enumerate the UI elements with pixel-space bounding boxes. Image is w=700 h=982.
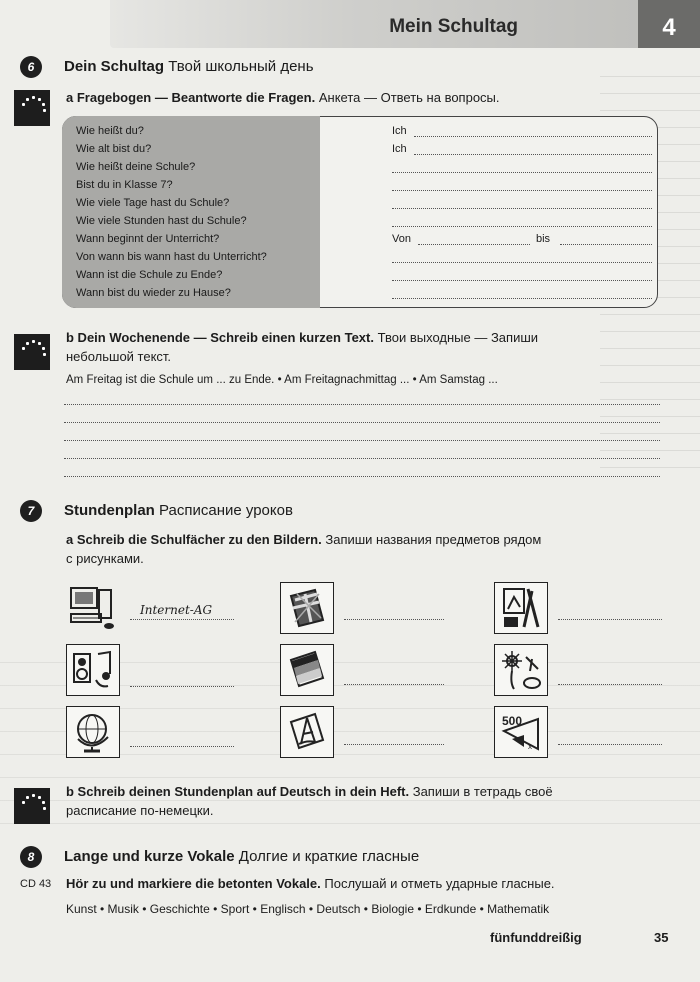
- question-3: Wie heißt deine Schule?: [76, 161, 196, 173]
- biology-picture: [494, 644, 548, 696]
- question-10: Wann bist du wieder zu Hause?: [76, 287, 231, 299]
- answer-8-line[interactable]: [392, 262, 652, 263]
- exercise-6-number: 6: [20, 56, 42, 78]
- answer-4-line[interactable]: [392, 190, 652, 191]
- subject-answer-line-6[interactable]: [344, 744, 444, 745]
- question-8: Von wann bis wann hast du Unterricht?: [76, 251, 267, 263]
- exercise-6b-title-ru-1: Твои выходные — Запиши: [377, 330, 539, 345]
- answer-2-line[interactable]: [414, 154, 652, 155]
- exercise-7b-title: [66, 784, 553, 799]
- subject-answer-line-2[interactable]: [130, 686, 234, 687]
- exercise-7-title-ru: Расписание уроков: [159, 502, 293, 519]
- exercise-7b-title-ru-1: Запиши в тетрадь своё: [412, 784, 553, 799]
- exercise-7a-title-cont: [66, 551, 144, 566]
- math-picture: [494, 706, 548, 758]
- cd-track-label: CD 43: [20, 878, 52, 890]
- exercise-6-title-ru: Твой школьный день: [168, 58, 314, 75]
- page-title: Mein Schultag: [389, 16, 518, 37]
- question-5: Wie viele Tage hast du Schule?: [76, 197, 230, 209]
- question-1: Wie heißt du?: [76, 125, 144, 137]
- page-number-word: fünfunddreißig: [490, 930, 582, 945]
- exercise-8-title-ru: Долгие и краткие гласные: [238, 848, 420, 865]
- chapter-tab: 4: [638, 0, 700, 48]
- writing-task-icon-b: [14, 334, 50, 370]
- page-number: 35: [654, 930, 669, 945]
- answer-10-line[interactable]: [392, 298, 652, 299]
- subject-answer-line-3[interactable]: [130, 746, 234, 747]
- answer-7-line-to[interactable]: [560, 244, 652, 245]
- exercise-7b-title-cont: [66, 803, 213, 818]
- exercise-7a-title-ru-2: с рисунками.: [66, 551, 144, 566]
- english-book-picture: [280, 582, 334, 634]
- exercise-6-title-de: Dein Schultag: [64, 58, 165, 75]
- exercise-6-title: [64, 58, 314, 75]
- exercise-7b-title-de: b Schreib deinen Stundenplan auf Deutsch in dein Heft.: [66, 784, 410, 799]
- exercise-8-task: [66, 876, 555, 891]
- exercise-7-number: 7: [20, 500, 42, 522]
- answer-7-von: Von: [392, 233, 411, 245]
- exercise-7b-title-ru-2: расписание по-немецки.: [66, 803, 214, 818]
- example-answer-internet-ag: Internet-AG: [140, 603, 213, 617]
- answer-2-ich: Ich: [392, 143, 407, 155]
- exercise-7-title-de: Stundenplan: [64, 502, 155, 519]
- writing-line-3[interactable]: [64, 440, 660, 441]
- page-header: [110, 0, 700, 48]
- answer-7-bis: bis: [536, 233, 551, 245]
- question-7: Wann beginnt der Unterricht?: [76, 233, 220, 245]
- exercise-7a-title-de: a Schreib die Schulfächer zu den Bildern.: [66, 532, 322, 547]
- writing-line-4[interactable]: [64, 458, 660, 459]
- answer-9-line[interactable]: [392, 280, 652, 281]
- question-2: Wie alt bist du?: [76, 143, 152, 155]
- answer-1-ich: Ich: [392, 125, 407, 137]
- subject-answer-line-9[interactable]: [558, 744, 662, 745]
- exercise-6b-prompt: Am Freitag ist die Schule um ... zu Ende. • Am Freitagnachmittag ... • Am Samstag ...: [66, 374, 498, 386]
- exercise-6a-title-ru: Анкета — Ответь на вопросы.: [318, 90, 500, 105]
- exercise-8-task-de: Hör zu und markiere die betonten Vokale.: [66, 876, 321, 891]
- question-9: Wann ist die Schule zu Ende?: [76, 269, 223, 281]
- exercise-8-title: [64, 848, 419, 865]
- writing-line-1[interactable]: [64, 404, 660, 405]
- exercise-6b-title-de: b Dein Wochenende — Schreib einen kurzen Text.: [66, 330, 374, 345]
- question-6: Wie viele Stunden hast du Schule?: [76, 215, 247, 227]
- globe-picture: [66, 706, 120, 758]
- question-4: Bist du in Klasse 7?: [76, 179, 173, 191]
- answer-6-line[interactable]: [392, 226, 652, 227]
- exercise-7a-title-ru-1: Запиши названия предметов рядом: [325, 532, 542, 547]
- writing-task-icon-c: [14, 788, 50, 824]
- computer-picture: [66, 582, 120, 634]
- writing-line-5[interactable]: [64, 476, 660, 477]
- answer-1-line[interactable]: [414, 136, 652, 137]
- subject-answer-line-7[interactable]: [558, 619, 662, 620]
- exercise-6b-title-ru-2: небольшой текст.: [66, 349, 172, 364]
- writing-line-2[interactable]: [64, 422, 660, 423]
- exercise-6a-title-de: a Fragebogen — Beantworte die Fragen.: [66, 90, 316, 105]
- answer-7-line-from[interactable]: [418, 244, 530, 245]
- german-book-picture: [280, 644, 334, 696]
- art-picture: [494, 582, 548, 634]
- subject-answer-line-5[interactable]: [344, 684, 444, 685]
- music-picture: [66, 644, 120, 696]
- writing-task-icon: [14, 90, 50, 126]
- answer-3-line[interactable]: [392, 172, 652, 173]
- answer-5-line[interactable]: [392, 208, 652, 209]
- subject-answer-line-8[interactable]: [558, 684, 662, 685]
- exercise-8-task-ru: Послушай и отметь ударные гласные.: [324, 876, 555, 891]
- exercise-8-title-de: Lange und kurze Vokale: [64, 848, 235, 865]
- exercise-7-title: [64, 502, 293, 519]
- subject-answer-line-1[interactable]: [130, 619, 234, 620]
- history-book-picture: [280, 706, 334, 758]
- exercise-8-number: 8: [20, 846, 42, 868]
- svg-text:500: 500: [502, 714, 523, 728]
- exercise-6b-title-cont: [66, 349, 171, 364]
- exercise-6b-title: [66, 330, 538, 345]
- vowel-word-list: Kunst • Musik • Geschichte • Sport • Englisch • Deutsch • Biologie • Erdkunde • Mathematik: [66, 902, 550, 916]
- svg-text:x: x: [528, 742, 532, 751]
- exercise-7a-title: [66, 532, 541, 547]
- exercise-6a-title: [66, 90, 500, 105]
- subject-answer-line-4[interactable]: [344, 619, 444, 620]
